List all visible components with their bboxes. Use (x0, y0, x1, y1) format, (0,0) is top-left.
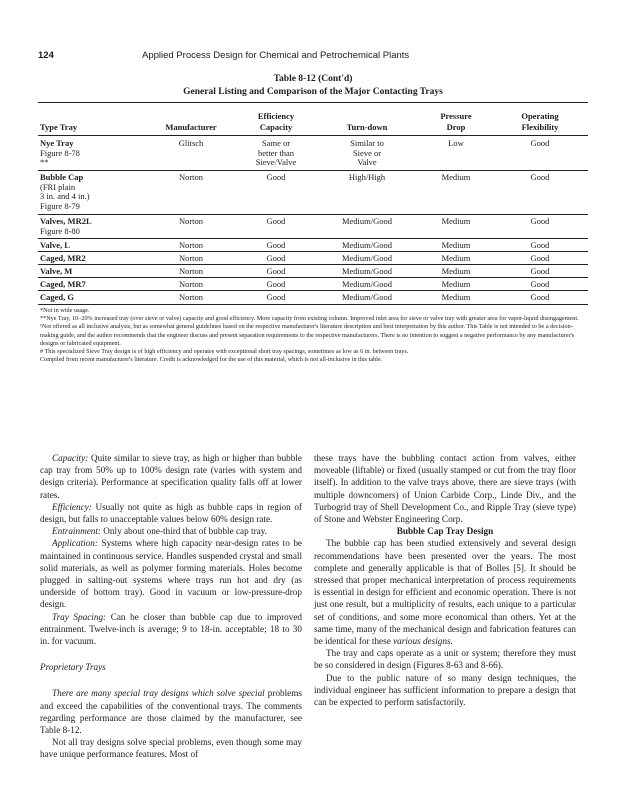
cell-manufacturer: Norton (178, 172, 204, 182)
cell-flexibility: Good (530, 292, 550, 302)
header-drop: Drop (446, 122, 466, 132)
cell-capacity: Good (266, 240, 286, 250)
section-heading: Bubble Cap Tray Design (396, 526, 494, 537)
cell-type: Caged, G (40, 292, 74, 302)
header-flexibility: Flexibility (521, 122, 559, 132)
header-type: Type Tray (40, 122, 78, 132)
cell-type: Valves, MR2L Figure 8-80 (40, 216, 92, 236)
paragraph-application: Application: Systems where high capacity near-design rates to be maintained in continuous service. Handles suspended crystal and small solid materials, as well as polymer forming materials. Holes become plugged in salting-out systems where trays run hot and dry (as underside of bottom tray). Good in vacuum or low-pressure-drop design. (40, 538, 302, 610)
cell-type: Nye Tray Figure 8-78 ** (40, 138, 80, 167)
cell-pressure: Medium (441, 240, 471, 250)
footnote: **Nye Tray, 10–20% increased tray (over sieve or valve) capacity and good efficiency. More capacity from existing column. Improved inlet area for sieve or valve tray with greater area for vapor-liquid disengagement. (40, 315, 579, 323)
cell-capacity: Good (266, 253, 286, 263)
row-divider (38, 277, 588, 278)
cell-pressure: Medium (441, 279, 471, 289)
right-column (314, 452, 576, 708)
cell-turndown: Similar to Sieve or Valve (350, 138, 384, 167)
cell-capacity: Same or better than Sieve/Valve (255, 138, 297, 167)
running-header (38, 50, 588, 64)
cell-capacity: Good (266, 266, 286, 276)
cell-turndown: Medium/Good (341, 216, 393, 226)
left-column (40, 452, 302, 761)
table-header-rule (38, 135, 588, 136)
cell-flexibility: Good (530, 240, 550, 250)
footnote: Compiled from recent manufacturer's literature. Credit is acknowledged for the use of this material, which is not all-inclusive in this table. (40, 356, 383, 364)
cell-capacity: Good (266, 216, 286, 226)
table-title: General Listing and Comparison of the Major Contacting Trays (183, 87, 443, 97)
cell-flexibility: Good (530, 279, 550, 289)
cell-turndown: High/High (348, 172, 386, 182)
cell-manufacturer: Norton (178, 279, 204, 289)
table-caption: Table 8-12 (Cont'd) (273, 74, 353, 84)
cell-manufacturer: Glitsch (178, 138, 204, 148)
cell-flexibility: Good (530, 253, 550, 263)
header-manufacturer: Manufacturer (165, 122, 217, 132)
cell-pressure: Medium (441, 292, 471, 302)
row-divider (38, 170, 588, 171)
row-divider (38, 264, 588, 265)
row-divider (38, 290, 588, 291)
table-bottom-rule (38, 304, 588, 305)
paragraph-closing: Not all tray designs solve special problems, even though some may have unique performance features. Most of (40, 737, 302, 760)
row-divider (38, 238, 588, 239)
header-operating: Operating (521, 111, 559, 121)
table-footnotes (40, 307, 588, 364)
paragraph-entrainment: Entrainment: Only about one-third that of bubble cap tray. (52, 526, 268, 537)
cell-manufacturer: Norton (178, 253, 204, 263)
cell-manufacturer: Norton (178, 240, 204, 250)
cell-type: Valve, L (40, 240, 70, 250)
paragraph-tray-spacing: Tray Spacing: Can be closer than bubble cap due to improved entrainment. Twelve-inch is average; 9 to 18-in. acceptable; 18 to 30 in. for vacuum. (40, 611, 303, 647)
subheading-proprietary-trays: Proprietary Trays (40, 662, 106, 673)
cell-flexibility: Good (530, 266, 550, 276)
footnote: *Not in wide usage. (40, 307, 90, 314)
paragraph-bubble-cap: The bubble cap has been studied extensively and several design recommendations have been presented over the years. The most complete and generally applicable is that of Bolles [5]. It should be stressed that proper mechanical interpretation of process requirements is essential in design for efficient and economic operation. There is not just one result, but a multiplicity of results, each unique to a particular set of conditions, and some more economical than others. Yet at the same time, many of the mechanical design and fabrication features can be identical for these various designs. (314, 538, 576, 647)
row-divider (38, 214, 588, 215)
cell-capacity: Good (266, 292, 286, 302)
cell-capacity: Good (266, 279, 286, 289)
paragraph-proprietary: There are many special tray designs which solve special problems and exceed the capabilities of the conventional trays. The comments regarding performance are those claimed by the manufacturer, see Table 8-12. (40, 688, 302, 736)
cell-capacity: Good (266, 172, 286, 182)
cell-pressure: Medium (441, 216, 471, 226)
cell-turndown: Medium/Good (341, 266, 393, 276)
cell-type: Caged, MR2 (40, 253, 86, 263)
table-top-rule (38, 102, 588, 103)
cell-turndown: Medium/Good (341, 253, 393, 263)
cell-type: Caged, MR7 (40, 279, 86, 289)
header-efficiency: Efficiency (257, 111, 295, 121)
footnote: # This specialized Sieve Tray design is of high efficiency and operates with exceptional short tray spacings, sometimes as low as 6 in. between trays. (40, 348, 409, 356)
header-pressure: Pressure (440, 111, 472, 121)
cell-manufacturer: Norton (178, 292, 204, 302)
cell-flexibility: Good (530, 172, 550, 182)
cell-manufacturer: Norton (178, 266, 204, 276)
cell-pressure: Medium (441, 172, 471, 182)
cell-pressure: Low (448, 138, 464, 148)
cell-pressure: Medium (441, 266, 471, 276)
paragraph-tray-caps: The tray and caps operate as a unit or system; therefore they must be so considered in design (Figures 8-63 and 8-66). (314, 648, 576, 671)
cell-type: Valve, M (40, 266, 73, 276)
cell-flexibility: Good (530, 216, 550, 226)
running-title: Applied Process Design for Chemical and Petrochemical Plants (142, 50, 410, 61)
cell-turndown: Medium/Good (341, 240, 393, 250)
paragraph-capacity: Capacity: Quite similar to sieve tray, as high or higher than bubble cap tray from 50% up to 100% design rate (varies with system and design criteria). Performance at specification quality falls off at lower rates. (40, 453, 302, 500)
paragraph-public-nature: Due to the public nature of so many design techniques, the individual engineer has sufficient information to prepare a design that can be expected to perform satisfactorily. (314, 672, 576, 708)
paragraph-continued: these trays have the bubbling contact action from valves, either moveable (liftable) or fixed (usually stamped or cut from the tray floor itself). In addition to the valve trays above, there are sieve trays (with multiple downcomers) of Union Carbide Corp., Linde Div., and the Turbogrid tray of Shell Development Co., and Ripple Tray (sieve type) of Stone and Webster Engineering Corp. (314, 453, 576, 525)
header-capacity: Capacity (259, 122, 293, 132)
cell-turndown: Medium/Good (341, 292, 393, 302)
cell-flexibility: Good (530, 138, 550, 148)
cell-turndown: Medium/Good (341, 279, 393, 289)
cell-pressure: Medium (441, 253, 471, 263)
footnote: ¹Not offered as all inclusive analysis, but as somewhat general guidelines based on the respective manufacturer's literature description and best interpretation by this author. This Table is not intended to be a decision-making guide, and the author recommends that the engineer discuss and present separation requirements to the respective manufacturers. There is no intention to suggest a negative performance by any manufacturer's designs or fabricated equipment. (40, 323, 575, 347)
cell-type: Bubble Cap (FRI plain 3 in. and 4 in.) Figure 8-79 (40, 172, 90, 211)
page-number: 124 (38, 50, 54, 61)
row-divider (38, 251, 588, 252)
header-turndown: Turn-down (346, 122, 388, 132)
cell-manufacturer: Norton (178, 216, 204, 226)
paragraph-efficiency: Efficiency: Usually not quite as high as bubble caps in region of design, but falls to unacceptable values below 60% design rate. (40, 501, 302, 525)
